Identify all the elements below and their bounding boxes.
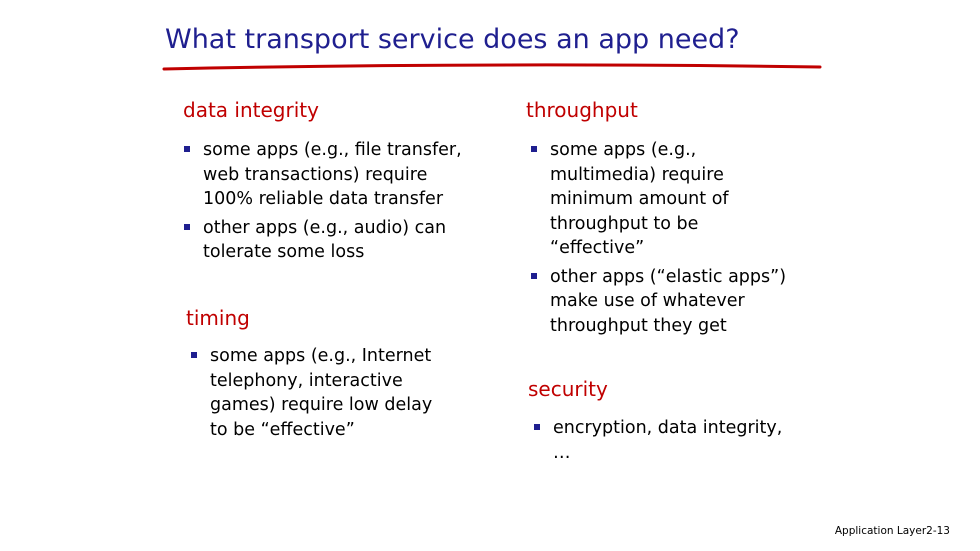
- bullet-square-icon: [191, 352, 197, 358]
- slide-footer: Application Layer2-13: [834, 525, 950, 537]
- list-timing: [190, 344, 432, 446]
- bullet-line: make use of whatever: [550, 291, 745, 311]
- title-underline: [162, 60, 822, 74]
- bullet-line: to be “effective”: [210, 419, 355, 440]
- bullet-line: tolerate some loss: [203, 242, 365, 262]
- list-security: [533, 416, 782, 469]
- bullet-line: other apps (“elastic apps”): [550, 266, 787, 287]
- bullet-timing-1: [190, 344, 432, 442]
- list-throughput: [530, 138, 786, 342]
- heading-data-integrity: data integrity: [183, 98, 319, 122]
- bullet-line: some apps (e.g., Internet: [210, 346, 432, 366]
- bullet-line: minimum amount of: [550, 189, 729, 209]
- bullet-line: telephony, interactive: [210, 370, 403, 391]
- slide-title: What transport service does an app need?: [165, 24, 740, 55]
- bullet-line: throughput to be: [550, 213, 699, 234]
- bullet-line: games) require low delay: [210, 395, 433, 415]
- bullet-throughput-2: [530, 265, 786, 339]
- bullet-security-1: [533, 416, 782, 465]
- bullet-line: “effective”: [550, 238, 645, 258]
- list-data-integrity: [183, 138, 462, 269]
- bullet-line: …: [553, 442, 571, 463]
- bullet-throughput-1: [530, 138, 786, 261]
- bullet-line: throughput they get: [550, 315, 727, 336]
- bullet-data-integrity-2: [183, 216, 462, 265]
- bullet-line: multimedia) require: [550, 164, 724, 185]
- bullet-line: encryption, data integrity,: [553, 418, 783, 438]
- bullet-line: web transactions) require: [203, 164, 428, 185]
- heading-throughput: throughput: [526, 98, 638, 122]
- heading-timing: timing: [186, 306, 250, 330]
- bullet-line: 100% reliable data transfer: [203, 189, 444, 209]
- heading-security: security: [528, 377, 608, 401]
- bullet-square-icon: [184, 146, 190, 152]
- bullet-square-icon: [184, 224, 190, 230]
- bullet-line: some apps (e.g., file transfer,: [203, 140, 462, 160]
- bullet-square-icon: [534, 424, 540, 430]
- bullet-line: some apps (e.g.,: [550, 140, 697, 160]
- bullet-line: other apps (e.g., audio) can: [203, 217, 447, 238]
- bullet-square-icon: [531, 273, 537, 279]
- bullet-square-icon: [531, 146, 537, 152]
- bullet-data-integrity-1: [183, 138, 462, 212]
